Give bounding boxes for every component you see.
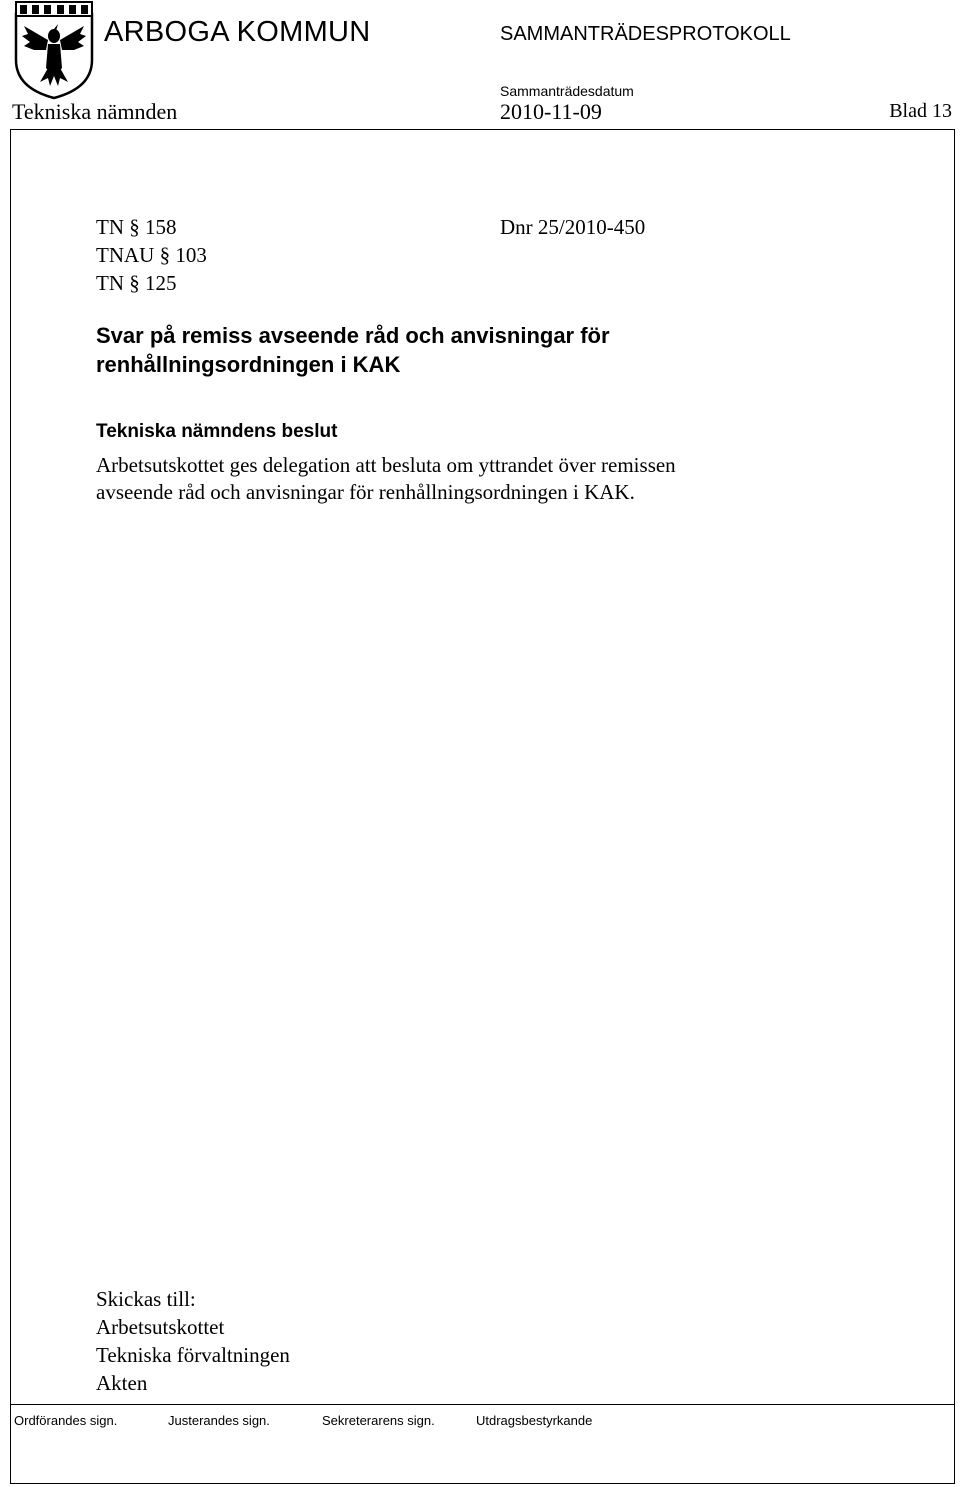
paragraph-reference: TN § 125 xyxy=(96,271,177,295)
distribution-list xyxy=(96,1285,290,1397)
document-type: SAMMANTRÄDESPROTOKOLL xyxy=(500,23,791,45)
coat-of-arms-icon xyxy=(12,0,96,100)
secretary-signature-label: Sekreterarens sign. xyxy=(322,1413,435,1428)
distribution-recipient: Arbetsutskottet xyxy=(96,1315,225,1339)
page-number: Blad 13 xyxy=(889,100,952,122)
decision-text-line: avseende råd och anvisningar för renhållningsordningen i KAK. xyxy=(96,480,635,504)
distribution-recipient: Tekniska förvaltningen xyxy=(96,1343,290,1367)
brand-name: ARBOGA KOMMUN xyxy=(104,16,371,48)
signature-divider xyxy=(10,1404,955,1405)
paragraph-reference: TN § 158 xyxy=(96,215,177,239)
extract-certification-label: Utdragsbestyrkande xyxy=(476,1413,593,1428)
chairman-signature-label: Ordförandes sign. xyxy=(14,1413,118,1428)
distribution-recipient: Akten xyxy=(96,1371,148,1395)
committee-name: Tekniska nämnden xyxy=(12,99,178,124)
item-title xyxy=(96,321,610,379)
item-title-line: Svar på remiss avseende råd och anvisningar för xyxy=(96,323,610,348)
decision-text-line: Arbetsutskottet ges delegation att besluta om yttrandet över remissen xyxy=(96,453,676,477)
paragraph-reference: TNAU § 103 xyxy=(96,243,207,267)
diary-number: Dnr 25/2010-450 xyxy=(500,215,646,239)
decision-text xyxy=(96,452,676,506)
meeting-date-label: Sammanträdesdatum xyxy=(500,83,634,99)
distribution-heading: Skickas till: xyxy=(96,1287,196,1311)
decision-heading: Tekniska nämndens beslut xyxy=(96,421,338,442)
meeting-date: 2010-11-09 xyxy=(500,99,602,124)
adjuster-signature-label: Justerandes sign. xyxy=(168,1413,270,1428)
item-title-line: renhållningsordningen i KAK xyxy=(96,352,401,377)
